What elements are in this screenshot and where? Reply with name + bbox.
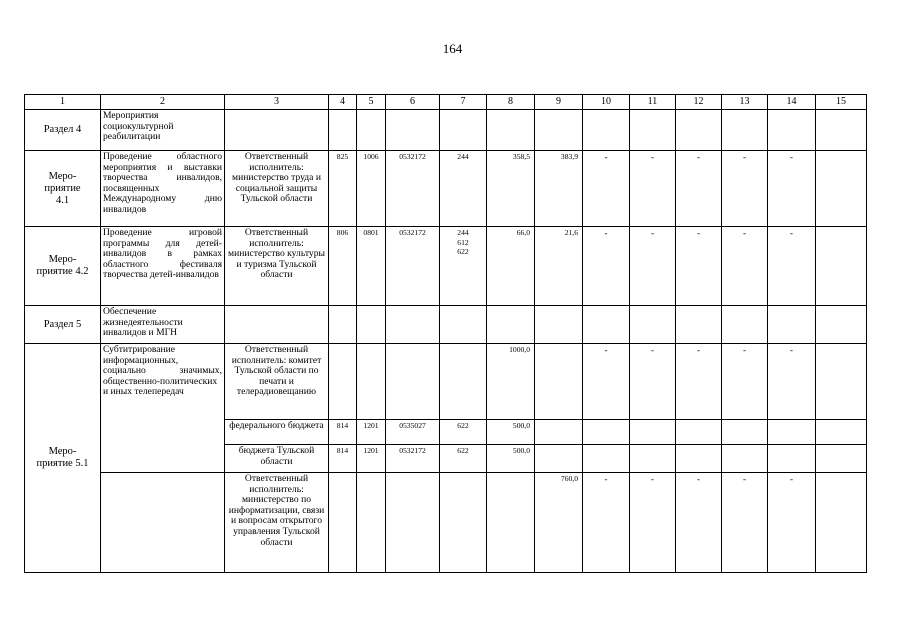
header-cell: 7 [440, 95, 487, 110]
table-cell [583, 445, 630, 473]
table-cell [386, 344, 440, 420]
value-cell: - [676, 227, 722, 306]
header-cell: 9 [535, 95, 583, 110]
section-row [25, 306, 867, 344]
value-cell: 760,0 [535, 473, 583, 573]
header-cell: 2 [101, 95, 225, 110]
value-cell: - [676, 151, 722, 227]
header-row [25, 95, 867, 110]
target-code: 0532172 [386, 227, 440, 306]
expense-type: 622 [440, 420, 487, 445]
activity-label: Меро- приятие 4.1 [25, 151, 101, 227]
table-row [25, 473, 867, 573]
table-cell [535, 420, 583, 445]
table-cell [676, 420, 722, 445]
section-code: 0801 [357, 227, 386, 306]
table-cell [630, 420, 676, 445]
table-cell [386, 473, 440, 573]
value-cell: 21,6 [535, 227, 583, 306]
grbs-code: 814 [329, 445, 357, 473]
section-description: Мероприятия социокультурной реабилитации [101, 110, 225, 151]
table-cell [101, 473, 225, 573]
table-cell [583, 420, 630, 445]
table-cell [357, 473, 386, 573]
table-cell [487, 473, 535, 573]
table-cell [535, 110, 583, 151]
value-cell: - [583, 227, 630, 306]
value-cell: - [676, 473, 722, 573]
table-cell [676, 110, 722, 151]
table-cell [816, 344, 867, 420]
value-cell: 500,0 [487, 445, 535, 473]
table-cell [722, 420, 768, 445]
table-cell [487, 306, 535, 344]
table-cell [816, 445, 867, 473]
program-table [24, 94, 867, 573]
header-cell: 13 [722, 95, 768, 110]
table-cell [357, 306, 386, 344]
value-cell: - [583, 473, 630, 573]
value-cell: - [630, 473, 676, 573]
table-cell [329, 306, 357, 344]
table-cell [816, 110, 867, 151]
table-cell [225, 110, 329, 151]
value-cell: - [722, 151, 768, 227]
executor: Ответственный исполнитель: министерство труда и социальной защиты Тульской области [225, 151, 329, 227]
executor: Ответственный исполнитель: министерство культуры и туризма Тульской области [225, 227, 329, 306]
header-cell: 10 [583, 95, 630, 110]
table-cell [630, 110, 676, 151]
table-cell [386, 110, 440, 151]
value-cell: - [583, 344, 630, 420]
table-cell [768, 110, 816, 151]
table-cell [630, 445, 676, 473]
budget-source: бюджета Тульской области [225, 445, 329, 473]
grbs-code: 825 [329, 151, 357, 227]
expense-type: 244 612 622 [440, 227, 487, 306]
table-cell [583, 306, 630, 344]
table-cell [816, 227, 867, 306]
value-cell: - [722, 473, 768, 573]
table-cell [440, 306, 487, 344]
table-cell [722, 110, 768, 151]
table-row [25, 227, 867, 306]
table-cell [816, 151, 867, 227]
budget-source: федерального бюджета [225, 420, 329, 445]
value-cell: - [768, 344, 816, 420]
header-cell: 3 [225, 95, 329, 110]
value-cell: - [630, 151, 676, 227]
value-cell: - [768, 473, 816, 573]
header-cell: 14 [768, 95, 816, 110]
table-row [25, 344, 867, 420]
section-description: Обеспечение жизнедеятельности инвалидов и МГН [101, 306, 225, 344]
header-cell: 8 [487, 95, 535, 110]
expense-type: 622 [440, 445, 487, 473]
header-cell: 15 [816, 95, 867, 110]
table-cell [768, 445, 816, 473]
value-cell: - [630, 227, 676, 306]
value-cell: - [768, 151, 816, 227]
activity-description: Субтитрирование информационных, социально значимых, общественно-политических и иных телепередач [101, 344, 225, 473]
table-cell [329, 110, 357, 151]
target-code: 0532172 [386, 445, 440, 473]
table-cell [440, 473, 487, 573]
activity-label: Меро- приятие 5.1 [25, 344, 101, 573]
executor: Ответственный исполнитель: министерство по информатизации, связи и вопросам открытого управления Тульской области [225, 473, 329, 573]
table-cell [768, 306, 816, 344]
activity-description: Проведение областного мероприятия и выставки творчества инвалидов, посвященных Международному дню инвалидов [101, 151, 225, 227]
table-cell [329, 473, 357, 573]
table-cell [816, 473, 867, 573]
table-cell [440, 110, 487, 151]
value-cell: 66,0 [487, 227, 535, 306]
section-label: Раздел 4 [25, 110, 101, 151]
table-cell [630, 306, 676, 344]
grbs-code: 814 [329, 420, 357, 445]
section-code: 1201 [357, 420, 386, 445]
table-cell [676, 306, 722, 344]
table-cell [722, 306, 768, 344]
target-code: 0535027 [386, 420, 440, 445]
value-cell: 1000,0 [487, 344, 535, 420]
table-cell [225, 306, 329, 344]
value-cell: - [722, 227, 768, 306]
value-cell: - [768, 227, 816, 306]
activity-description: Проведение игровой программы для детей-инвалидов в рамках областного фестиваля творчества детей-инвалидов [101, 227, 225, 306]
section-label: Раздел 5 [25, 306, 101, 344]
value-cell: - [583, 151, 630, 227]
table-cell [535, 306, 583, 344]
table-cell [357, 344, 386, 420]
activity-label: Меро- приятие 4.2 [25, 227, 101, 306]
expense-type: 244 [440, 151, 487, 227]
table-cell [386, 306, 440, 344]
header-cell: 4 [329, 95, 357, 110]
table-cell [768, 420, 816, 445]
table-cell [816, 420, 867, 445]
value-cell: 383,9 [535, 151, 583, 227]
header-cell: 12 [676, 95, 722, 110]
table-cell [487, 110, 535, 151]
table-cell [676, 445, 722, 473]
table-cell [816, 306, 867, 344]
value-cell: - [722, 344, 768, 420]
section-code: 1201 [357, 445, 386, 473]
value-cell: 358,5 [487, 151, 535, 227]
executor: Ответственный исполнитель: комитет Тульской области по печати и телерадиовещанию [225, 344, 329, 420]
section-row [25, 110, 867, 151]
table-cell [535, 344, 583, 420]
table-cell [583, 110, 630, 151]
header-cell: 6 [386, 95, 440, 110]
table-cell [329, 344, 357, 420]
header-cell: 5 [357, 95, 386, 110]
table-cell [440, 344, 487, 420]
table-cell [357, 110, 386, 151]
table-cell [535, 445, 583, 473]
table-row [25, 151, 867, 227]
value-cell: 500,0 [487, 420, 535, 445]
value-cell: - [630, 344, 676, 420]
table-cell [722, 445, 768, 473]
value-cell: - [676, 344, 722, 420]
target-code: 0532172 [386, 151, 440, 227]
grbs-code: 806 [329, 227, 357, 306]
section-code: 1006 [357, 151, 386, 227]
header-cell: 11 [630, 95, 676, 110]
page-number: 164 [442, 41, 463, 56]
header-cell: 1 [25, 95, 101, 110]
